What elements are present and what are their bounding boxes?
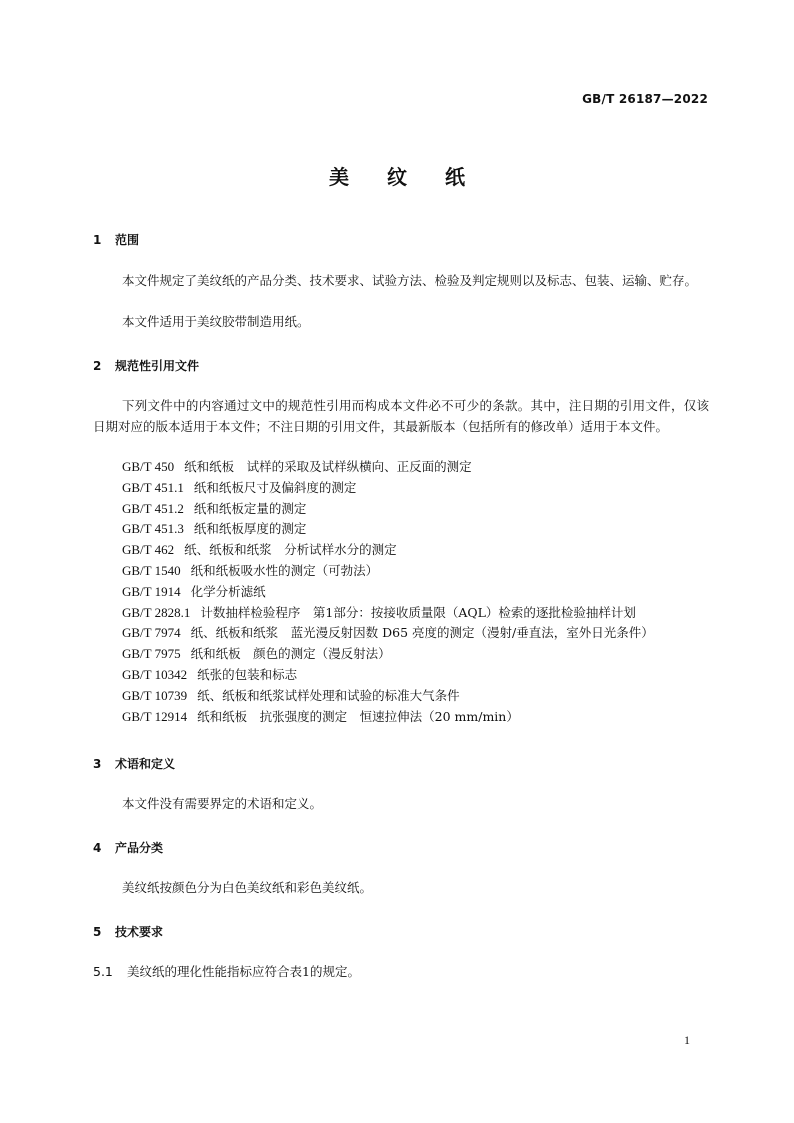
section-heading-classification [93,839,163,856]
reference-item [122,603,722,624]
scope-paragraph-2: 本文件适用于美纹胶带制造用纸。 [122,314,310,329]
reference-code: GB/T 451.3 [122,521,184,537]
reference-item [122,540,722,561]
terms-paragraph: 本文件没有需要界定的术语和定义。 [122,796,323,811]
standard-code: GB/T 26187—2022 [582,92,708,106]
section-number: 3 [93,757,102,771]
document-title: 美纹纸 [329,165,503,189]
reference-item [122,519,722,540]
reference-title: 纸、纸板和纸浆 分析试样水分的测定 [184,542,397,558]
reference-code: GB/T 7975 [122,646,181,662]
reference-title: 纸、纸板和纸浆 蓝光漫反射因数 D65 亮度的测定（漫射/垂直法，室外日光条件） [190,625,654,641]
section-number: 1 [93,233,102,247]
reference-item [122,686,722,707]
reference-code: GB/T 10342 [122,666,188,682]
classification-paragraph: 美纹纸按颜色分为白色美纹纸和彩色美纹纸。 [122,880,373,895]
section-number: 2 [93,359,102,373]
reference-item [122,457,722,478]
reference-code: GB/T 7974 [122,625,181,641]
reference-list [122,457,722,727]
reference-item [122,665,722,686]
reference-item [122,478,722,499]
reference-item [122,499,722,520]
reference-code: GB/T 2828.1 [122,604,191,620]
page-number: 1 [684,1033,690,1047]
normative-refs-intro: 下列文件中的内容通过文中的规范性引用而构成本文件必不可少的条款。其中，注日期的引用文件，仅该日期对应的版本适用于本文件；不注日期的引用文件，其最新版本（包括所有的修改单）适用于本文件。 [93,398,709,434]
reference-title: 纸、纸板和纸浆试样处理和试验的标准大气条件 [197,687,460,703]
clause-text: 美纹纸的理化性能指标应符合表1的规定。 [127,964,360,979]
reference-code: GB/T 450 [122,459,175,474]
reference-code: GB/T 1914 [122,583,181,599]
section-heading-terms [93,755,175,772]
reference-title: 纸和纸板厚度的测定 [193,521,307,537]
reference-item [122,707,722,728]
section-title: 产品分类 [115,841,164,855]
reference-code: GB/T 1540 [122,562,181,578]
section-title: 规范性引用文件 [115,359,200,373]
reference-title: 纸和纸板 抗张强度的测定 恒速拉伸法（20 mm/min） [197,708,519,724]
section-heading-scope [93,231,139,248]
reference-item [122,561,722,582]
section-number: 4 [93,841,102,855]
section-heading-normative-refs [93,357,199,374]
clause-number: 5.1 [93,964,113,979]
reference-code: GB/T 12914 [122,708,188,724]
section-title: 术语和定义 [115,757,176,771]
reference-title: 计数抽样检验程序 第1部分：按接收质量限（AQL）检索的逐批检验抽样计划 [200,604,636,620]
reference-code: GB/T 10739 [122,687,188,703]
reference-title: 化学分析滤纸 [190,583,266,599]
reference-title: 纸和纸板 试样的采取及试样纵横向、正反面的测定 [184,459,472,474]
reference-item [122,644,722,665]
section-number: 5 [93,925,102,939]
reference-item [122,623,722,644]
reference-title: 纸张的包装和标志 [197,666,298,682]
reference-code: GB/T 451.2 [122,500,184,516]
reference-code: GB/T 462 [122,542,175,558]
reference-title: 纸和纸板定量的测定 [193,500,307,516]
reference-code: GB/T 451.1 [122,479,184,495]
scope-paragraph-1: 本文件规定了美纹纸的产品分类、技术要求、试验方法、检验及判定规则以及标志、包装、运输、贮存。 [122,273,698,288]
reference-title: 纸和纸板 颜色的测定（漫反射法） [190,646,391,662]
reference-item [122,582,722,603]
section-heading-requirements [93,923,163,940]
reference-title: 纸和纸板尺寸及偏斜度的测定 [193,479,357,495]
section-title: 范围 [115,233,140,247]
reference-title: 纸和纸板吸水性的测定（可勃法） [190,562,379,578]
clause-5-1 [93,962,360,980]
section-title: 技术要求 [115,925,164,939]
